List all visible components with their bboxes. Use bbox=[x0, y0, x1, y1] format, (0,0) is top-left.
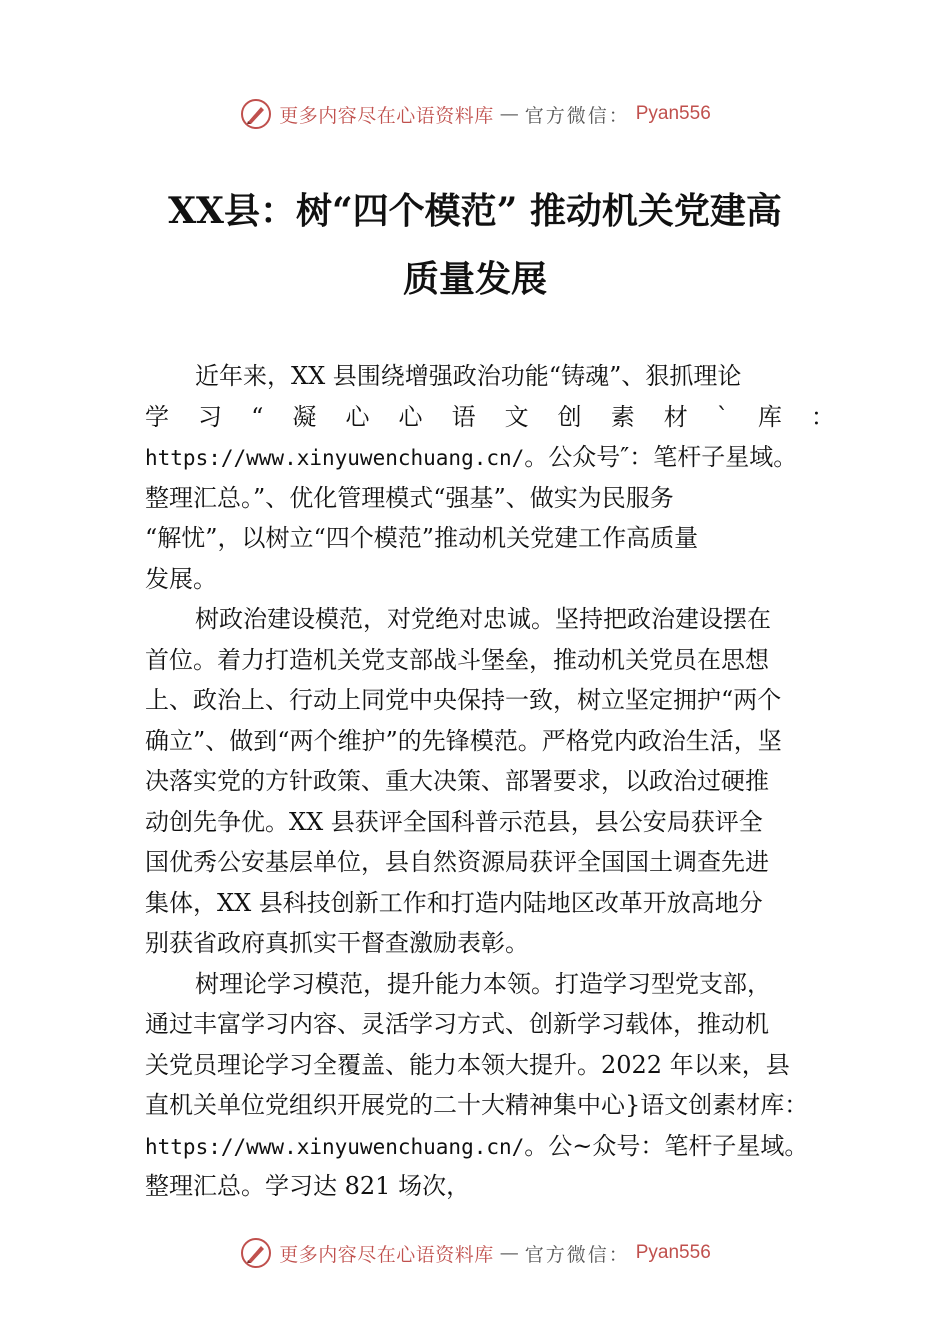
p2-line: 集体，XX 县科技创新工作和打造内陆地区改革开放高地分 bbox=[145, 888, 763, 917]
url-suffix: 。公众号″：笔杆子星域。 bbox=[524, 443, 798, 471]
url-text: https://www.xinyuwenchuang.cn/ bbox=[145, 446, 525, 470]
p3-line: 关党员理论学习全覆盖、能力本领大提升。2022 年以来，县 bbox=[145, 1050, 790, 1079]
page-title-line-2: 质量发展 bbox=[402, 258, 547, 300]
banner-handle: Pyan556 bbox=[635, 1242, 711, 1263]
page-title-line-1: XX县：树“四个模范” 推动机关党建高 bbox=[168, 190, 782, 232]
p1-line: “解忧”，以树立“四个模范”推动机关党建工作高质量 bbox=[145, 524, 699, 552]
p2-line: 国优秀公安基层单位，县自然资源局获评全国国土调查先进 bbox=[145, 848, 769, 876]
p2-line: 树政治建设模范，对党绝对忠诚。坚持把政治建设摆在 bbox=[195, 605, 771, 633]
char: 库 bbox=[757, 402, 782, 431]
banner-handle: Pyan556 bbox=[635, 103, 711, 124]
p2-line: 别获省政府真抓实干督查激励表彰。 bbox=[145, 929, 529, 957]
char: 素 bbox=[610, 402, 635, 431]
banner-label: 官方微信： bbox=[524, 104, 630, 127]
p3-url-line bbox=[145, 1126, 835, 1167]
p3-line: 树理论学习模范，提升能力本领。打造学习型党支部， bbox=[195, 969, 771, 998]
char: 心 bbox=[345, 402, 370, 431]
p3-line: 直机关单位党组织开展党的二十大精神集中心}语文创素材库： bbox=[145, 1091, 809, 1119]
banner-text: 更多内容尽在心语资料库 bbox=[279, 104, 494, 127]
char: 文 bbox=[504, 402, 529, 431]
char: 语 bbox=[451, 402, 476, 431]
quill-logo-icon bbox=[239, 1236, 273, 1270]
p1-spaced-line bbox=[145, 397, 835, 438]
char: ` bbox=[716, 402, 729, 431]
char: 心 bbox=[398, 402, 423, 431]
banner-label: 官方微信： bbox=[524, 1243, 630, 1266]
char: “ bbox=[251, 402, 264, 431]
banner-separator: — bbox=[499, 103, 519, 125]
p2-line: 动创先争优。XX 县获评全国科普示范县，县公安局获评全 bbox=[145, 807, 763, 836]
banner-text: 更多内容尽在心语资料库 bbox=[279, 1243, 494, 1266]
p2-line: 首位。着力打造机关党支部战斗堡垒，推动机关党员在思想 bbox=[145, 645, 769, 674]
char: 创 bbox=[557, 402, 582, 431]
p2-line: 上、政治上、行动上同党中央保持一致，树立坚定拥护“两个 bbox=[145, 686, 782, 714]
banner-separator: — bbox=[499, 1242, 519, 1264]
p1-line: 整理汇总。”、优化管理模式“强基”、做实为民服务 bbox=[145, 483, 674, 512]
quill-logo-icon bbox=[239, 97, 273, 131]
char: 凝 bbox=[292, 402, 317, 431]
char: 习 bbox=[198, 402, 223, 431]
p3-line: 整理汇总。学习达 821 场次， bbox=[145, 1172, 471, 1200]
url-suffix: 。公~众号：笔杆子星域。 bbox=[524, 1131, 809, 1160]
p3-line: 通过丰富学习内容、灵活学习方式、创新学习载体，推动机 bbox=[145, 1010, 769, 1038]
p1-url-line bbox=[145, 437, 835, 478]
p2-line: 确立”、做到“两个维护”的先锋模范。严格党内政治生活，坚 bbox=[145, 726, 782, 755]
p2-line: 决落实党的方针政策、重大决策、部署要求，以政治过硬推 bbox=[145, 767, 769, 795]
watermark-banner-bottom bbox=[0, 1233, 950, 1273]
watermark-banner-top bbox=[0, 94, 950, 134]
char: 学 bbox=[145, 402, 169, 431]
p1-line: 近年来，XX 县围绕增强政治功能“铸魂”、狠抓理论 bbox=[195, 362, 742, 390]
char: 材 bbox=[663, 402, 688, 431]
article-body bbox=[145, 356, 835, 1207]
url-text: https://www.xinyuwenchuang.cn/ bbox=[145, 1134, 525, 1159]
p1-line: 发展。 bbox=[145, 564, 217, 593]
char: ： bbox=[810, 402, 835, 431]
